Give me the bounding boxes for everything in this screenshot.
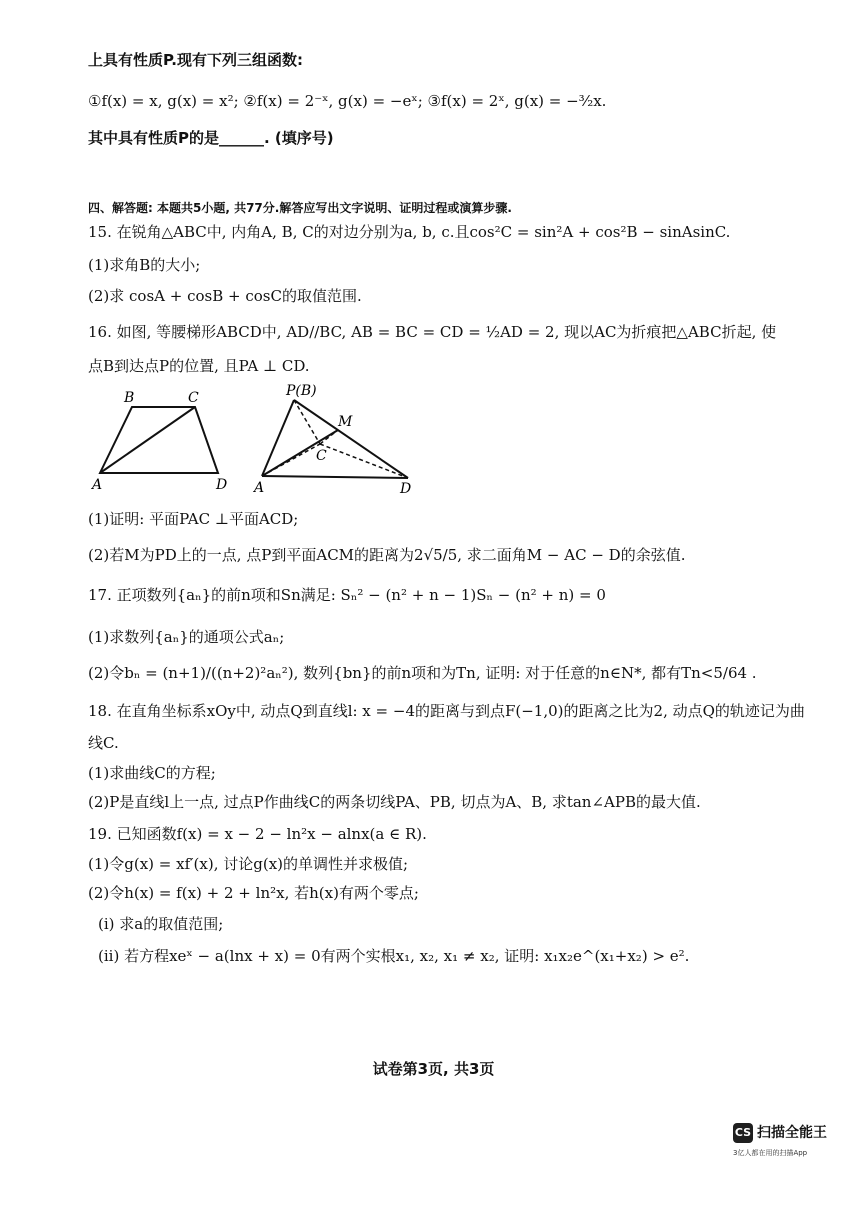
section-heading: 四、解答题: 本题共5小题, 共77分.解答应写出文字说明、证明过程或演算步骤. (88, 201, 512, 215)
label-a: A (92, 477, 103, 493)
problem-19: 19. 已知函数f(x) = x − 2 − ln²x − alnx(a ∈ R). (88, 825, 427, 843)
label-c2: C (316, 448, 327, 464)
folded-pyramid-figure (250, 378, 425, 500)
label-c: C (188, 390, 199, 406)
watermark-name: 扫描全能王 (757, 1125, 827, 1141)
label-m: M (338, 414, 353, 430)
label-a2: A (254, 480, 265, 496)
problem-18-part1: (1)求曲线C的方程; (88, 764, 216, 782)
line-fill-blank: 其中具有性质P的是______. (填序号) (88, 129, 334, 147)
edge-pc (294, 400, 320, 444)
problem-19-part2: (2)令h(x) = f(x) + 2 + ln²x, 若h(x)有两个零点; (88, 884, 419, 902)
line-intro: 上具有性质P.现有下列三组函数: (88, 51, 303, 69)
problem-16: 16. 如图, 等腰梯形ABCD中, AD//BC, AB = BC = CD = ½AD = 2, 现以AC为折痕把△ABC折起, 使 (88, 323, 777, 341)
problem-18: 18. 在直角坐标系xOy中, 动点Q到直线l: x = −4的距离与到点F(−1,0)的距离之比为2, 动点Q的轨迹记为曲 (88, 702, 805, 720)
problem-15-part2: (2)求 cosA + cosB + cosC的取值范围. (88, 287, 362, 305)
page-footer: 试卷第3页, 共3页 (372, 1060, 495, 1078)
problem-18-part2: (2)P是直线l上一点, 过点P作曲线C的两条切线PA、PB, 切点为A、B, 求tan∠APB的最大值. (88, 793, 701, 811)
trapezoid-outline (100, 407, 218, 473)
edge-ac (262, 444, 320, 476)
cs-logo-icon: CS (733, 1123, 753, 1143)
problem-17: 17. 正项数列{aₙ}的前n项和Sn满足: Sₙ² − (n² + n − 1)Sₙ − (n² + n) = 0 (88, 586, 606, 604)
label-p: P(B) (286, 383, 317, 399)
problem-17-part2: (2)令bₙ = (n+1)/((n+2)²aₙ²), 数列{bn}的前n项和为Tn, 证明: 对于任意的n∈N*, 都有Tn<5/64 . (88, 664, 757, 682)
problem-16-part1: (1)证明: 平面PAC ⊥平面ACD; (88, 510, 299, 528)
problem-19-part1: (1)令g(x) = xf′(x), 讨论g(x)的单调性并求极值; (88, 855, 409, 873)
problem-17-part1: (1)求数列{aₙ}的通项公式aₙ; (88, 628, 285, 646)
line-functions: ①f(x) = x, g(x) = x²; ②f(x) = 2⁻ˣ, g(x) = −eˣ; ③f(x) = 2ˣ, g(x) = −³⁄₂x. (88, 92, 607, 110)
edge-pd (294, 400, 408, 478)
scanner-watermark (733, 1120, 843, 1164)
watermark-subtitle: 3亿人都在用的扫描App (733, 1149, 808, 1157)
edge-ad (262, 476, 408, 478)
problem-15: 15. 在锐角△ABC中, 内角A, B, C的对边分别为a, b, c.且cos²C = sin²A + cos²B − sinAsinC. (88, 223, 731, 241)
problem-15-part1: (1)求角B的大小; (88, 256, 201, 274)
problem-16-cont: 点B到达点P的位置, 且PA ⊥ CD. (88, 357, 310, 375)
label-b: B (124, 390, 135, 406)
trapezoid-figure (90, 385, 250, 495)
label-d: D (216, 477, 228, 493)
problem-19-part2-i: (i) 求a的取值范围; (98, 915, 224, 933)
edge-pa (262, 400, 294, 476)
problem-19-part2-ii: (ii) 若方程xeˣ − a(lnx + x) = 0有两个实根x₁, x₂, x₁ ≠ x₂, 证明: x₁x₂e^(x₁+x₂) > e². (98, 947, 690, 965)
label-d2: D (400, 481, 412, 497)
problem-18-cont: 线C. (88, 734, 119, 752)
problem-16-part2: (2)若M为PD上的一点, 点P到平面ACM的距离为2√5/5, 求二面角M − AC − D的余弦值. (88, 546, 686, 564)
diagonal-ac (100, 407, 195, 473)
